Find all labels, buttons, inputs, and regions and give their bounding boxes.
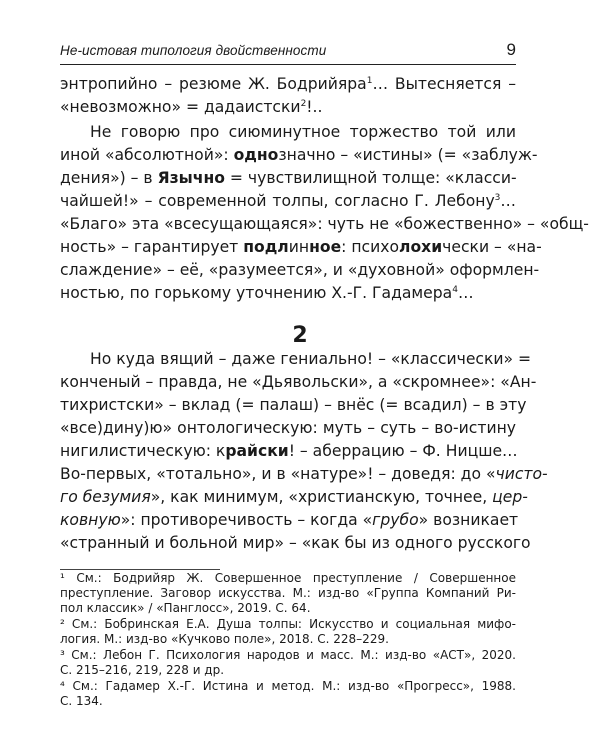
text-run: значно – «истины» (= «заблуж- (278, 146, 538, 164)
footnote-divider (60, 569, 220, 570)
text-run: Во-первых, «тотально», и в «натуре»! – доведя: до « (60, 465, 496, 483)
text-run: нигилистическую: к (60, 442, 226, 460)
text-run: », как минимум, «христианскую, точнее, (150, 488, 493, 506)
italic-run: цер- (492, 488, 528, 506)
text-run: дения») – в (60, 169, 158, 187)
text-run: иной «абсолютной»: (60, 146, 234, 164)
section-heading: 2 (292, 323, 308, 348)
text-run: … (500, 192, 516, 210)
paragraph-3 (60, 348, 548, 555)
bold-run: Язычно (157, 169, 225, 187)
footnote-1 (60, 571, 516, 616)
footnote-ref: 4 (452, 284, 458, 295)
italic-run: ковную (60, 511, 121, 529)
bold-run: райски (225, 442, 289, 460)
bold-run: ное (309, 238, 342, 256)
text-line (60, 236, 542, 259)
page-number: 9 (506, 40, 516, 59)
text-line (60, 440, 516, 463)
footnote-ref: 3 (494, 192, 501, 203)
text-run: … Вытесняется – (372, 75, 516, 93)
footnote-line: ⁴ См.: Гадамер Х.-Г. Истина и метод. М.: изд-во «Прогресс», 1988. (60, 679, 516, 693)
text-line (60, 282, 516, 305)
footnote-line: С. 215–216, 219, 228 и др. (60, 663, 225, 677)
text-run: : психо (341, 238, 400, 256)
bold-run: одно (233, 146, 279, 164)
text-run: чайшей!» – современной толпы, согласно Г. Лебону (60, 192, 495, 210)
running-header (60, 40, 516, 65)
paragraph-2 (60, 121, 589, 305)
text-run: энтропийно – резюме Ж. Бодрийяра (60, 75, 367, 93)
footnote-2 (60, 617, 516, 647)
text-line (60, 190, 516, 213)
text-line (60, 509, 519, 532)
footnote-line: пол классик» / «Панглосс», 2019. С. 64. (60, 601, 311, 615)
text-line (60, 144, 538, 167)
text-line: конченый – правда, не «Дьявольски», а «скромнее»: «Ан- (60, 373, 537, 391)
footnote-line: ¹ См.: Бодрийяр Ж. Совершенное преступление / Совершенное (60, 571, 516, 585)
text-line: слаждение» – её, «разумеется», и «духовной» оформлен- (60, 261, 540, 279)
text-run: ностью, по горькому уточнению Х.-Г. Гадамера (60, 284, 453, 302)
running-title: Не-истовая типология двойственности (60, 43, 327, 58)
text-line (60, 96, 516, 119)
footnote-line: логия. М.: изд-во «Кучково поле», 2018. С. 228–229. (60, 632, 389, 646)
italic-run: го безумия (60, 488, 151, 506)
footnote-line: преступление. Заговор искусства. М.: изд-во «Группа Компаний Ри- (60, 586, 516, 600)
footnote-line: ² См.: Бобринская Е.А. Душа толпы: Искусство и социальная мифо- (60, 617, 516, 631)
text-line: Не говорю про сиюминутное торжество той или (90, 123, 516, 141)
body-text-section-2 (60, 348, 548, 555)
body-text-section-1 (60, 73, 589, 305)
text-run: ин (288, 238, 310, 256)
footnote-line: ³ См.: Лебон Г. Психология народов и масс. М.: изд-во «АСТ», 2020. (60, 648, 516, 662)
bold-run: лохи (399, 238, 443, 256)
text-line (60, 486, 528, 509)
paragraph-1 (60, 73, 516, 119)
footnotes (60, 571, 516, 710)
italic-run: грубо (372, 511, 419, 529)
text-line: «странный и больной мир» – «как бы из одного русского (60, 534, 531, 552)
text-line (60, 73, 516, 96)
text-run: » возникает (418, 511, 519, 529)
footnote-ref: 1 (366, 75, 373, 86)
text-run: «невозможно» = дадаистски (60, 98, 301, 116)
text-line (60, 463, 548, 486)
text-run: »: противоречивость – когда « (120, 511, 373, 529)
footnote-line: С. 134. (60, 694, 103, 708)
text-line: Но куда вящий – даже гениально! – «классически» = (90, 350, 532, 368)
footnote-ref: 2 (300, 98, 307, 109)
footnote-4 (60, 679, 516, 709)
text-run: чески – «на- (442, 238, 542, 256)
text-run: ! – аберрацию – Ф. Ницше… (288, 442, 518, 460)
italic-run: чисто- (495, 465, 548, 483)
text-line: «Благо» эта «всесущающаяся»: чуть не «божественно» – «общ- (60, 215, 589, 233)
text-line: тихристски» – вклад (= палаш) – внёс (= всадил) – в эту (60, 396, 527, 414)
bold-run: подл (243, 238, 289, 256)
text-line (60, 167, 516, 190)
text-run: = чувствилищной толще: «класси- (224, 169, 517, 187)
text-run: !.. (306, 98, 323, 116)
footnote-3 (60, 648, 516, 678)
text-run: ность» – гарантирует (60, 238, 244, 256)
text-run: … (457, 284, 474, 302)
text-line: «все)дину)ю» онтологическую: муть – суть – во-истину (60, 419, 516, 437)
